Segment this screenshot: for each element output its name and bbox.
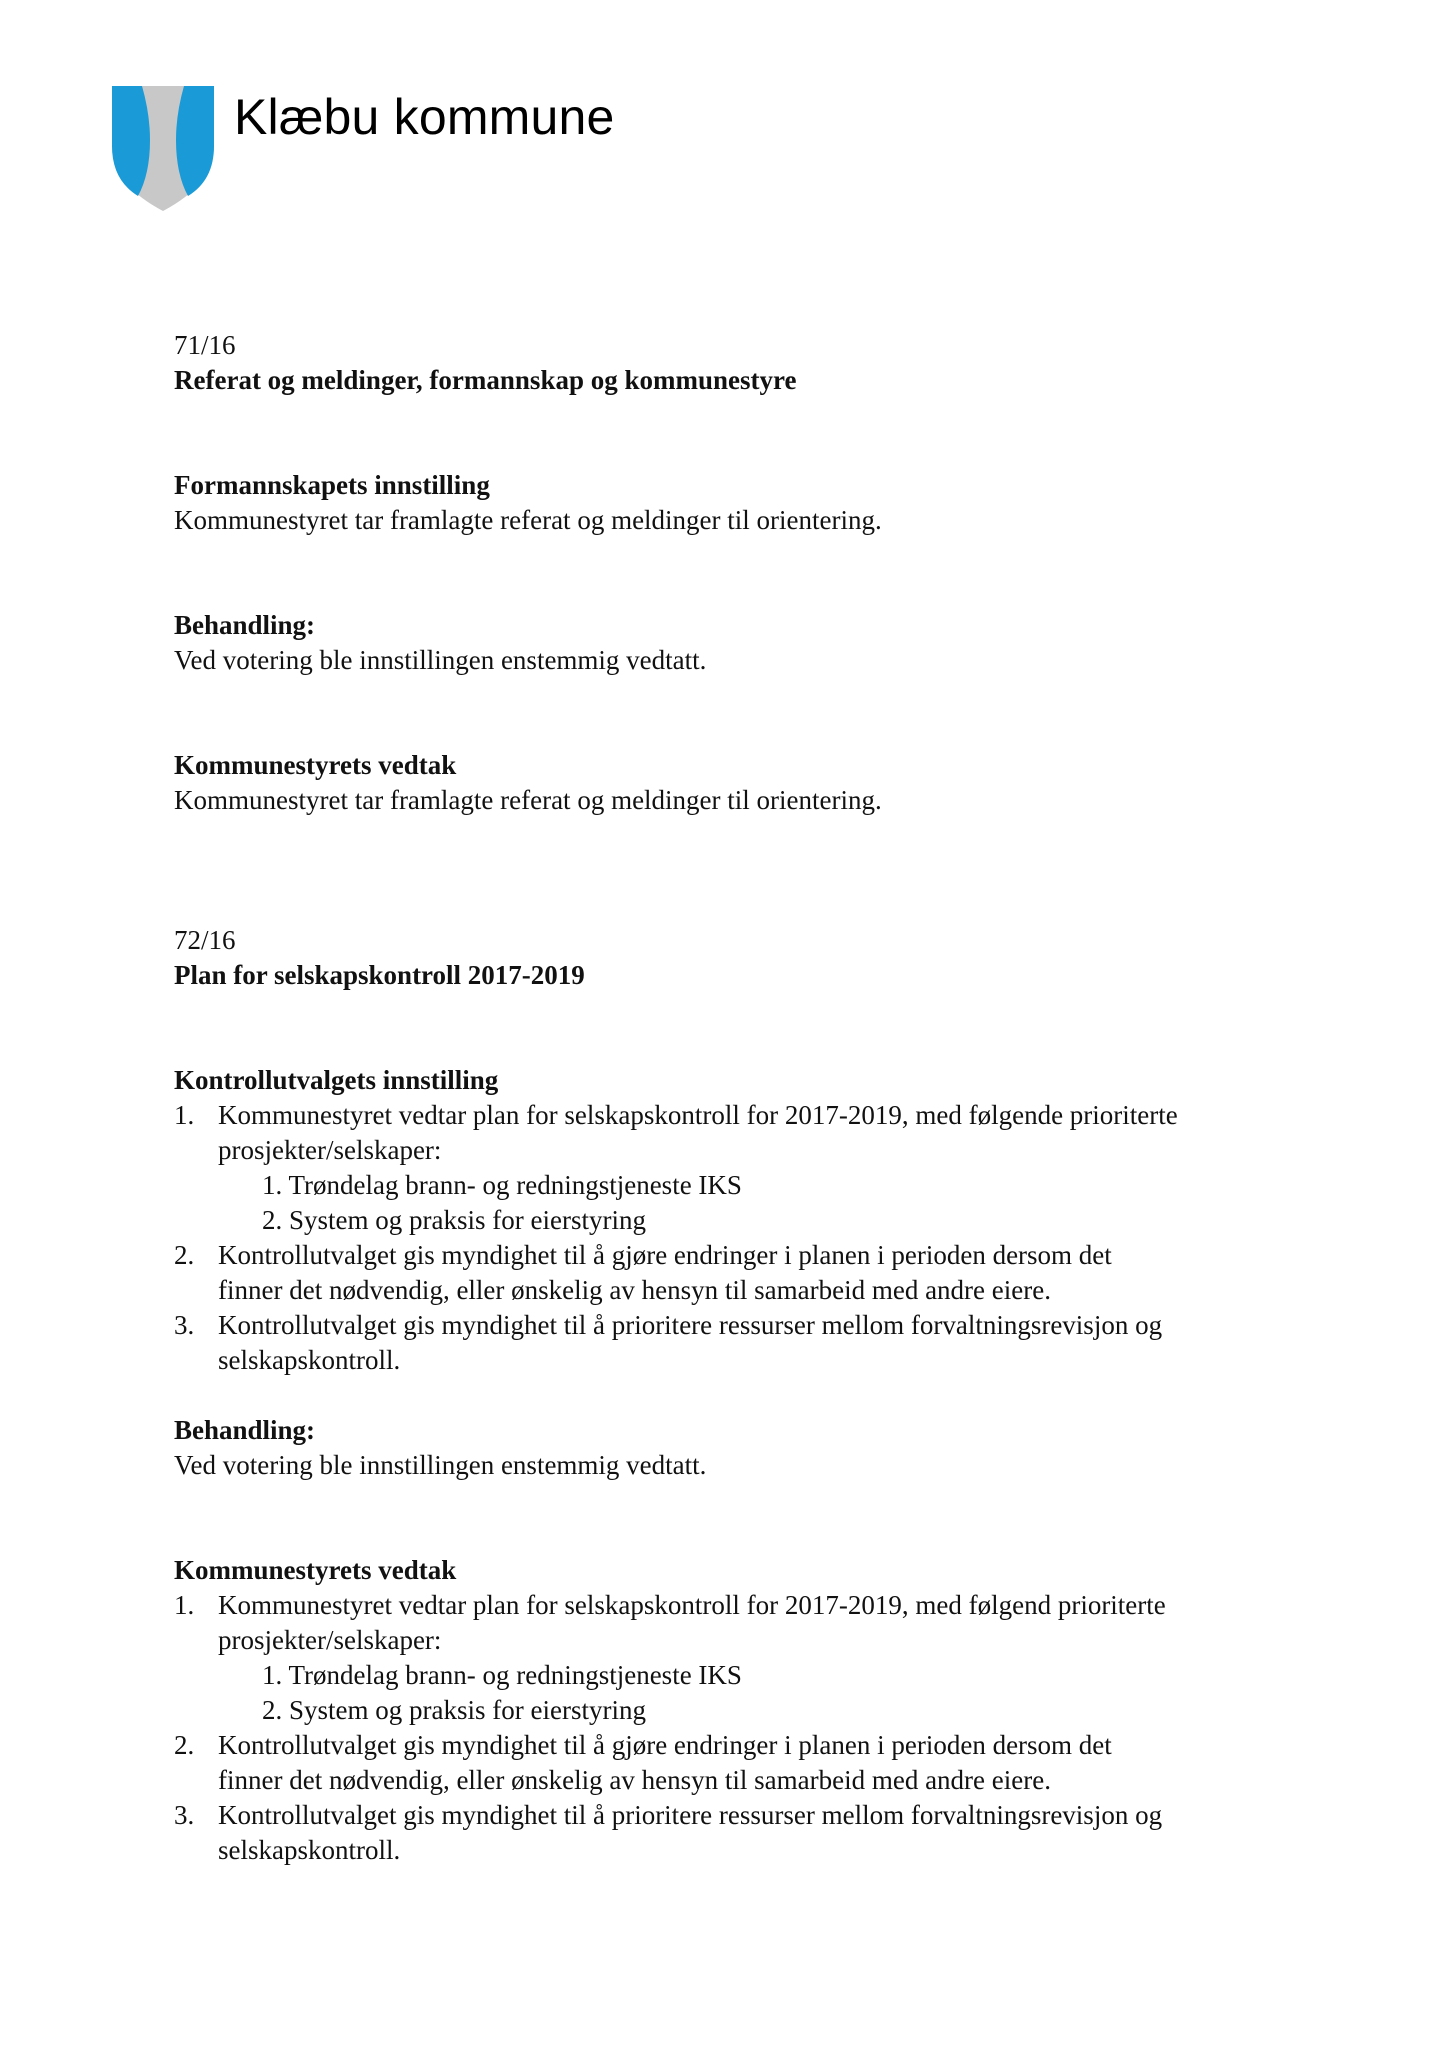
decision-text: Kommunestyret tar framlagte referat og meldinger til orientering. bbox=[174, 785, 882, 815]
processing-text: Ved votering ble innstillingen enstemmig vedtatt. bbox=[174, 1450, 707, 1480]
decision-heading: Kommunestyrets vedtak bbox=[174, 1555, 457, 1585]
list-item bbox=[174, 1798, 1314, 1868]
list-number: 1. bbox=[174, 1590, 195, 1620]
list-line: selskapskontroll. bbox=[218, 1835, 401, 1865]
list-line: Kontrollutvalget gis myndighet til å prioritere ressurser mellom forvaltningsrevisjon og bbox=[218, 1310, 1163, 1340]
case-title: Plan for selskapskontroll 2017-2019 bbox=[174, 960, 585, 990]
document-body bbox=[174, 328, 1314, 1868]
list-item bbox=[174, 1308, 1314, 1378]
list-line: selskapskontroll. bbox=[218, 1345, 401, 1375]
list-item bbox=[174, 1238, 1314, 1308]
recommendation-list bbox=[174, 1098, 1314, 1378]
sub-list-item: 2. System og praksis for eierstyring bbox=[262, 1695, 646, 1725]
list-line: Kontrollutvalget gis myndighet til å prioritere ressurser mellom forvaltningsrevisjon og bbox=[218, 1800, 1163, 1830]
case-number: 72/16 bbox=[174, 925, 236, 955]
list-item bbox=[174, 1588, 1314, 1728]
processing-heading: Behandling: bbox=[174, 610, 316, 640]
case-71-16 bbox=[174, 328, 1314, 818]
list-number: 3. bbox=[174, 1800, 195, 1830]
list-line: Kommunestyret vedtar plan for selskapskontroll for 2017-2019, med følgende prioriterte bbox=[218, 1100, 1178, 1130]
processing-text: Ved votering ble innstillingen enstemmig vedtatt. bbox=[174, 645, 707, 675]
sub-list bbox=[218, 1658, 1314, 1728]
list-item bbox=[174, 1098, 1314, 1238]
municipality-name: Klæbu kommune bbox=[234, 89, 615, 145]
list-number: 3. bbox=[174, 1310, 195, 1340]
decision-list bbox=[174, 1588, 1314, 1868]
sub-list-item: 1. Trøndelag brann- og redningstjeneste IKS bbox=[262, 1170, 742, 1200]
list-line: Kontrollutvalget gis myndighet til å gjøre endringer i planen i perioden dersom det bbox=[218, 1730, 1112, 1760]
list-number: 2. bbox=[174, 1730, 195, 1760]
list-line: Kommunestyret vedtar plan for selskapskontroll for 2017-2019, med følgend prioriterte bbox=[218, 1590, 1166, 1620]
decision-heading: Kommunestyrets vedtak bbox=[174, 750, 457, 780]
recommendation-heading: Kontrollutvalgets innstilling bbox=[174, 1065, 499, 1095]
coat-of-arms-icon bbox=[110, 84, 216, 212]
sub-list-item: 2. System og praksis for eierstyring bbox=[262, 1205, 646, 1235]
case-72-16 bbox=[174, 923, 1314, 1868]
list-line: Kontrollutvalget gis myndighet til å gjøre endringer i planen i perioden dersom det bbox=[218, 1240, 1112, 1270]
processing-heading: Behandling: bbox=[174, 1415, 316, 1445]
list-item bbox=[174, 1728, 1314, 1798]
list-line: finner det nødvendig, eller ønskelig av hensyn til samarbeid med andre eiere. bbox=[218, 1765, 1051, 1795]
list-number: 2. bbox=[174, 1240, 195, 1270]
list-number: 1. bbox=[174, 1100, 195, 1130]
recommendation-heading: Formannskapets innstilling bbox=[174, 470, 490, 500]
list-line: finner det nødvendig, eller ønskelig av hensyn til samarbeid med andre eiere. bbox=[218, 1275, 1051, 1305]
sub-list-item: 1. Trøndelag brann- og redningstjeneste IKS bbox=[262, 1660, 742, 1690]
case-number: 71/16 bbox=[174, 330, 236, 360]
list-line: prosjekter/selskaper: bbox=[218, 1625, 442, 1655]
case-title: Referat og meldinger, formannskap og kommunestyre bbox=[174, 365, 797, 395]
list-line: prosjekter/selskaper: bbox=[218, 1135, 442, 1165]
letterhead bbox=[110, 84, 810, 214]
recommendation-text: Kommunestyret tar framlagte referat og meldinger til orientering. bbox=[174, 505, 882, 535]
sub-list bbox=[218, 1168, 1314, 1238]
